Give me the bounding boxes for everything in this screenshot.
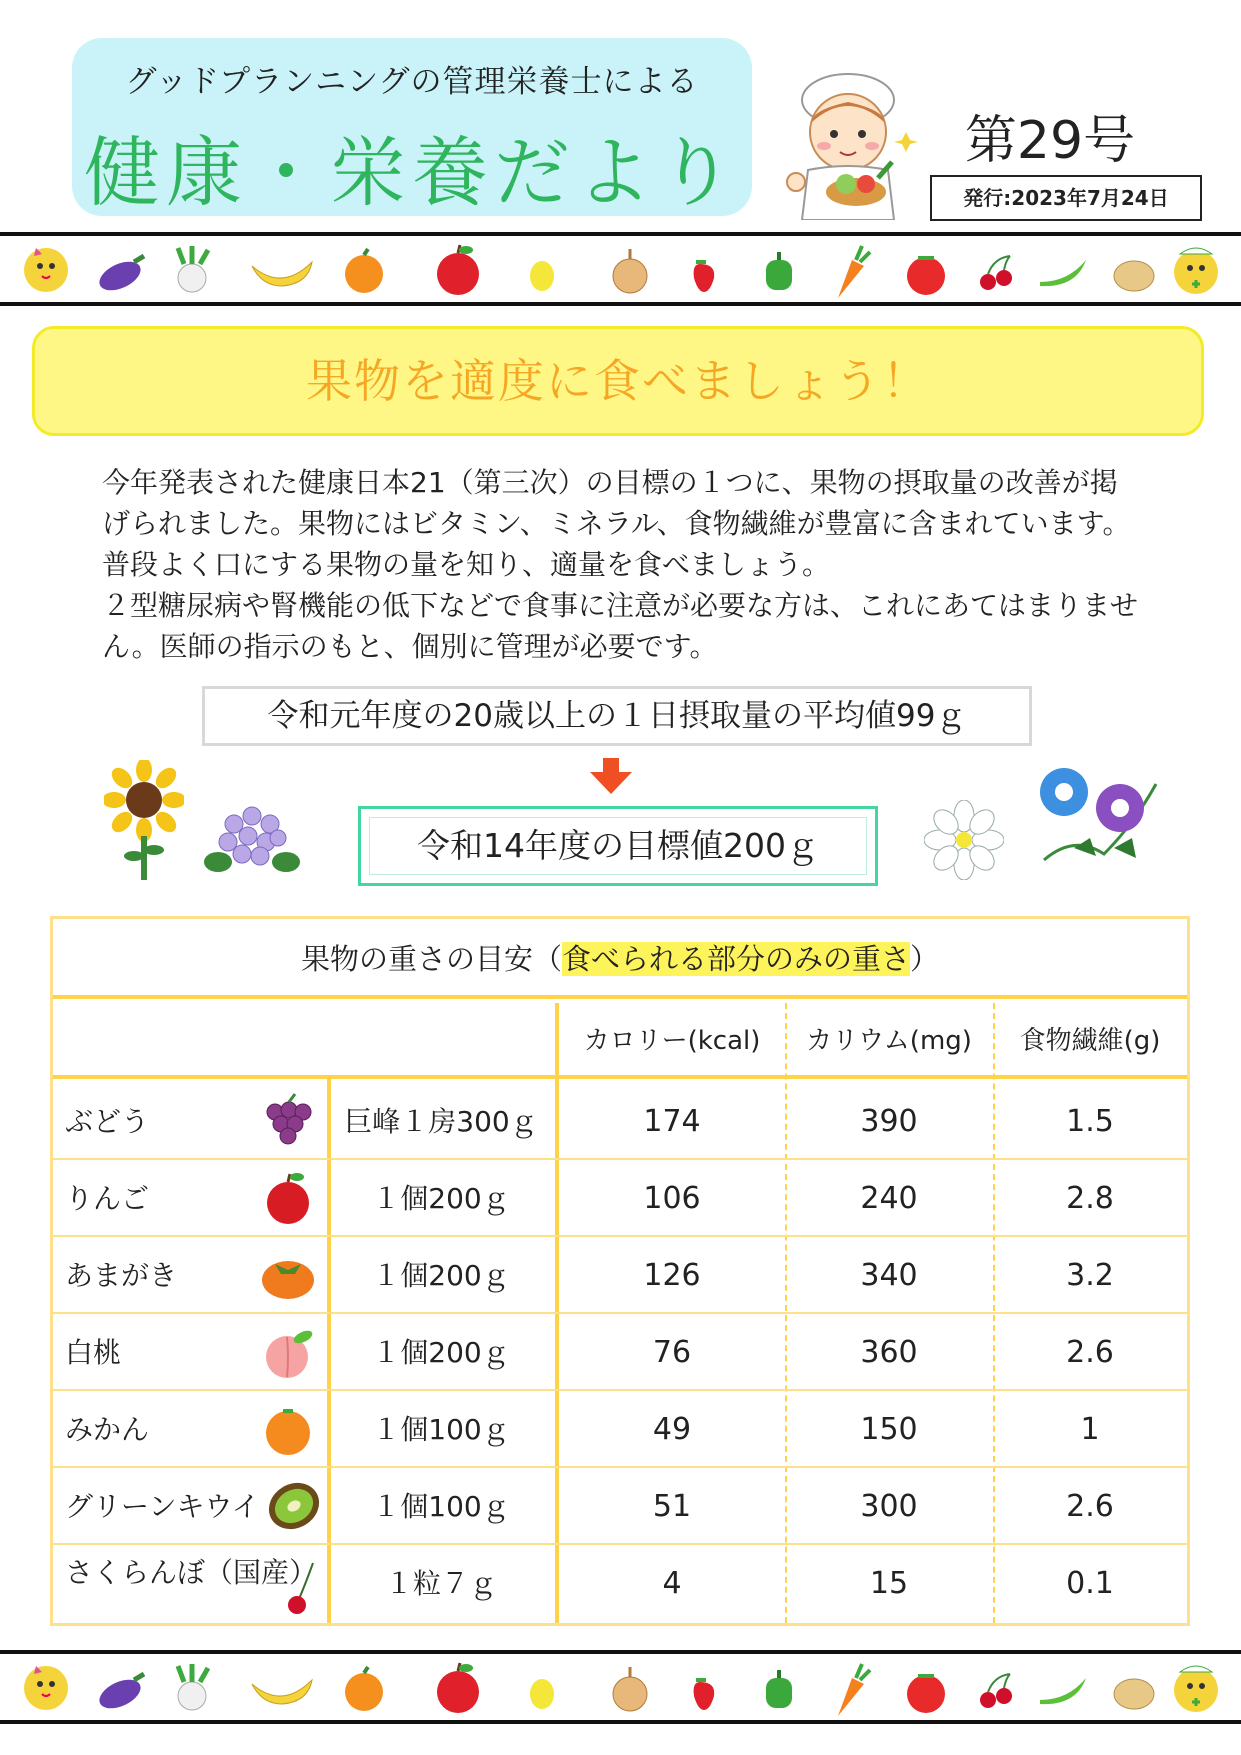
- fruit-amount: １個100ｇ: [372, 1413, 510, 1446]
- fruit-fiber: 2.6: [1066, 1335, 1114, 1370]
- fruit-kcal: 174: [643, 1104, 701, 1139]
- table-row: [53, 1237, 1187, 1314]
- fruit-potassium: 390: [860, 1104, 918, 1139]
- nutritionist-chef-icon: [778, 70, 918, 220]
- table-caption: [53, 919, 1187, 999]
- pepper-icon: [766, 252, 792, 290]
- fruit-kcal: 4: [662, 1566, 682, 1601]
- sunflower-icon: [104, 760, 184, 880]
- fruit-name: 白桃: [65, 1336, 122, 1369]
- fruit-fiber: 1.5: [1066, 1104, 1114, 1139]
- fruit-kcal: 51: [652, 1489, 692, 1524]
- intro-paragraph-1: 今年発表された健康日本21（第三次）の目標の１つに、果物の摂取量の改善が掲げられました。果物にはビタミン、ミネラル、食物繊維が豊富に含まれています。普段よく口にする果物の量を知り、適量を食べましょう。: [102, 466, 1131, 581]
- onion-icon: [613, 1667, 647, 1711]
- fruit-amount: １個100ｇ: [372, 1490, 510, 1523]
- food-border-bottom: [0, 1650, 1241, 1724]
- fruit-name: みかん: [65, 1413, 150, 1446]
- fruit-fiber: 0.1: [1066, 1566, 1114, 1601]
- issue-number: 第29号: [964, 111, 1136, 171]
- mascot-icon: [24, 1666, 68, 1710]
- table-caption-prefix: 果物の重さの目安（: [300, 942, 562, 976]
- orange-icon: [345, 249, 383, 293]
- table-row: [53, 1391, 1187, 1468]
- table-body: [53, 1083, 1187, 1623]
- turnip-icon: [178, 246, 208, 292]
- strawberry-icon: [694, 262, 715, 292]
- banana-icon: [252, 1680, 312, 1704]
- table-row: [53, 1545, 1187, 1622]
- header-title: 健康・栄養だより: [84, 128, 740, 217]
- section-banner: 果物を適度に食べましょう！: [32, 326, 1204, 436]
- issue-date: 発行:2023年7月24日: [930, 175, 1202, 221]
- cherry-icon: [980, 256, 1012, 290]
- header-box: [72, 38, 752, 216]
- target-inner-frame: [369, 817, 867, 875]
- fruit-name: あまがき: [65, 1259, 178, 1292]
- hydrangea-icon: [204, 800, 300, 880]
- target-value-text: 令和14年度の目標値200ｇ: [417, 826, 819, 865]
- grapes-icon: [259, 1092, 317, 1150]
- mandarin-icon: [259, 1400, 317, 1458]
- table-row: [53, 1083, 1187, 1160]
- header-fiber: 食物繊維(g): [1019, 1026, 1161, 1056]
- table-header-row: [53, 1003, 1187, 1079]
- white-flower-icon: [924, 800, 1004, 880]
- fruit-weight-table: [50, 916, 1190, 1626]
- peach-icon: [259, 1323, 317, 1381]
- lemon-icon: [530, 1679, 554, 1709]
- potato-icon: [1114, 261, 1154, 291]
- apple-icon: [437, 1663, 479, 1713]
- table-row: [53, 1314, 1187, 1391]
- peapod-icon: [1040, 260, 1086, 286]
- turnip-icon: [178, 1664, 208, 1710]
- lemon-icon: [530, 261, 554, 291]
- tomato-icon: [907, 1675, 945, 1713]
- orange-icon: [345, 1667, 383, 1711]
- fruit-name: さくらんぼ（国産）: [65, 1556, 318, 1589]
- fruit-amount: １粒７ｇ: [384, 1567, 497, 1600]
- apple-icon: [437, 245, 479, 295]
- fruit-kcal: 126: [643, 1258, 701, 1293]
- onion-icon: [613, 249, 647, 293]
- pepper-icon: [766, 1670, 792, 1708]
- kiwi-icon: [265, 1477, 323, 1535]
- fruit-name: りんご: [65, 1182, 150, 1215]
- carrot-icon: [838, 246, 870, 298]
- fruit-potassium: 340: [860, 1258, 918, 1293]
- fruit-amount: 巨峰１房300ｇ: [344, 1105, 538, 1138]
- fruit-potassium: 240: [860, 1181, 918, 1216]
- down-arrow-icon: [590, 758, 632, 794]
- fruit-fiber: 3.2: [1066, 1258, 1114, 1293]
- potato-icon: [1114, 1679, 1154, 1709]
- carrot-icon: [838, 1664, 870, 1716]
- header-calorie: カロリー(kcal): [583, 1026, 761, 1056]
- fruit-potassium: 360: [860, 1335, 918, 1370]
- average-intake-box: 令和元年度の20歳以上の１日摂取量の平均値99ｇ: [202, 686, 1032, 746]
- cherry-icon: [283, 1559, 327, 1617]
- fruit-kcal: 49: [652, 1412, 692, 1447]
- peapod-icon: [1040, 1678, 1086, 1704]
- cherry-icon: [980, 1674, 1012, 1708]
- header-potassium: カリウム(mg): [806, 1026, 972, 1056]
- persimmon-icon: [259, 1246, 317, 1304]
- fruit-potassium: 15: [869, 1566, 909, 1601]
- table-caption-highlight: 食べられる部分のみの重さ: [561, 942, 910, 976]
- table-row: [53, 1468, 1187, 1545]
- morning-glory-icon: [1034, 764, 1164, 874]
- fruit-fiber: 2.6: [1066, 1489, 1114, 1524]
- apple-icon: [259, 1169, 317, 1227]
- eggplant-icon: [95, 1674, 145, 1714]
- fruit-kcal: 106: [643, 1181, 701, 1216]
- fruit-amount: １個200ｇ: [372, 1336, 510, 1369]
- tomato-icon: [907, 257, 945, 295]
- fruit-fiber: 2.8: [1066, 1181, 1114, 1216]
- intro-text: [102, 462, 1142, 667]
- table-caption-suffix: ）: [910, 942, 940, 976]
- fruit-potassium: 150: [860, 1412, 918, 1447]
- target-value-box: [358, 806, 878, 886]
- fruit-kcal: 76: [652, 1335, 692, 1370]
- fruit-fiber: 1: [1080, 1412, 1100, 1447]
- eggplant-icon: [95, 256, 145, 296]
- fruit-name: ぶどう: [65, 1105, 150, 1138]
- fruit-amount: １個200ｇ: [372, 1182, 510, 1215]
- intro-paragraph-2: ２型糖尿病や腎機能の低下などで食事に注意が必要な方は、これにあてはまりません。医師の指示のもと、個別に管理が必要です。: [102, 589, 1139, 663]
- table-row: [53, 1160, 1187, 1237]
- mascot-nurse-icon: [1174, 248, 1218, 294]
- food-border-top: [0, 232, 1241, 306]
- mascot-icon: [24, 248, 68, 292]
- mascot-nurse-icon: [1174, 1666, 1218, 1712]
- banana-icon: [252, 262, 312, 286]
- fruit-potassium: 300: [860, 1489, 918, 1524]
- fruit-name: グリーンキウイ: [65, 1490, 260, 1523]
- strawberry-icon: [694, 1680, 715, 1710]
- header-subtitle: グッドプランニングの管理栄養士による: [125, 64, 699, 100]
- fruit-amount: １個200ｇ: [372, 1259, 510, 1292]
